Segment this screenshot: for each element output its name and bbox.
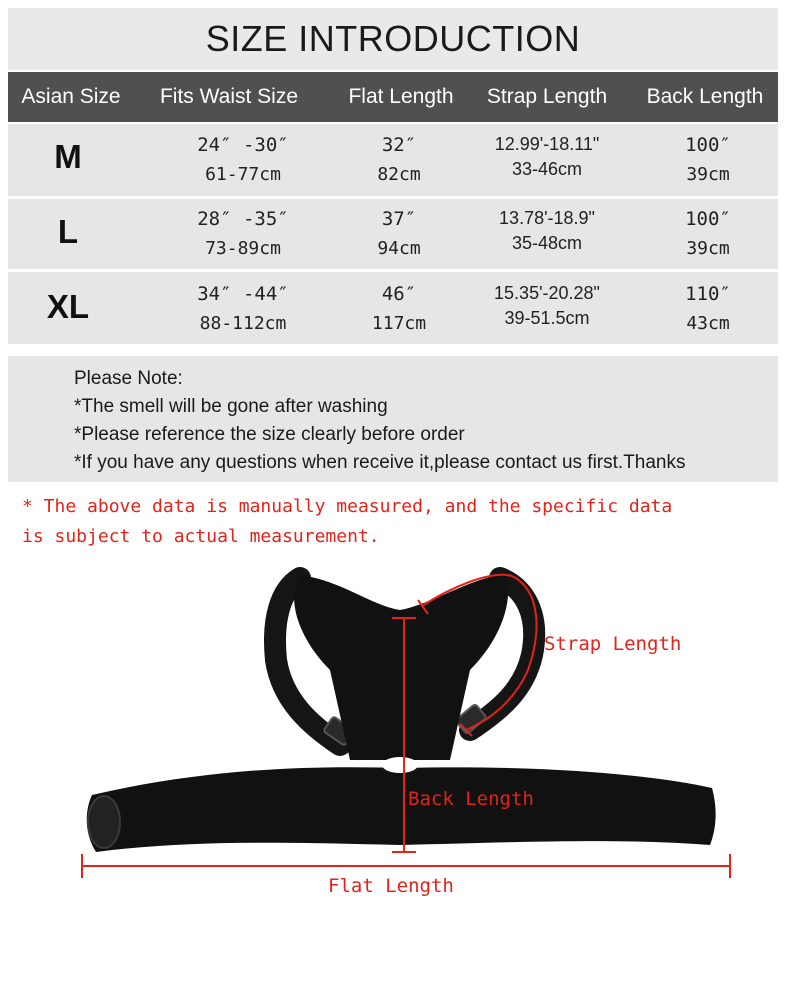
header-strap-length: Strap Length xyxy=(486,85,608,108)
flat-cm: 117cm xyxy=(371,313,427,334)
flat-inch: 32″ xyxy=(381,134,417,156)
disclaimer-line-1: * The above data is manually measured, and the specific data xyxy=(22,496,673,517)
back-cm: 43cm xyxy=(686,313,730,334)
page-title: SIZE INTRODUCTION xyxy=(205,18,581,59)
header-asian-size: Asian Size xyxy=(21,85,121,108)
note-line: *The smell will be gone after washing xyxy=(74,396,388,417)
flat-length-label: Flat Length xyxy=(328,875,454,897)
back-cm: 39cm xyxy=(686,164,730,185)
flat-inch: 46″ xyxy=(381,283,417,305)
strap-inch: 13.78'-18.9" xyxy=(499,208,595,228)
waist-cell xyxy=(158,283,328,334)
notes-box xyxy=(8,356,778,482)
waist-cm: 88-112cm xyxy=(199,313,287,334)
back-cutout xyxy=(382,757,418,773)
table-row xyxy=(8,199,778,269)
header-waist-size: Fits Waist Size xyxy=(159,85,299,108)
back-length-label: Back Length xyxy=(408,788,534,810)
flat-inch: 37″ xyxy=(381,208,417,230)
waist-cm: 73-89cm xyxy=(205,238,281,259)
strap-inch: 15.35'-20.28" xyxy=(494,283,600,303)
strap-cm: 39-51.5cm xyxy=(504,308,590,328)
back-cell xyxy=(658,134,758,185)
posture-brace-diagram xyxy=(0,560,799,1000)
table-row xyxy=(8,124,778,196)
strap-cell xyxy=(472,208,622,254)
strap-cm: 35-48cm xyxy=(511,233,583,253)
header-flat-length: Flat Length xyxy=(348,85,454,108)
back-cm: 39cm xyxy=(686,238,730,259)
waist-cell xyxy=(158,134,328,185)
flat-cell xyxy=(344,134,454,185)
strap-cell xyxy=(472,283,622,329)
back-cell xyxy=(658,283,758,334)
flat-cell xyxy=(344,283,454,334)
back-cell xyxy=(658,208,758,259)
belt-end-cap xyxy=(88,796,120,848)
size-label: M xyxy=(54,138,82,175)
back-inch: 110″ xyxy=(685,283,731,305)
strap-length-label: Strap Length xyxy=(544,633,682,655)
note-line: *If you have any questions when receive it,please contact us first.Thanks xyxy=(74,452,686,473)
title-bar xyxy=(8,8,778,70)
disclaimer xyxy=(22,492,792,552)
notes-heading: Please Note: xyxy=(74,368,183,389)
header-back-length: Back Length xyxy=(646,85,764,108)
note-line: *Please reference the size clearly before order xyxy=(74,424,465,445)
disclaimer-line-2: is subject to actual measurement. xyxy=(22,526,380,547)
back-inch: 100″ xyxy=(685,134,731,156)
table-row xyxy=(8,272,778,344)
size-label: XL xyxy=(46,288,90,325)
size-label: L xyxy=(57,213,79,250)
waist-inch: 34″ -44″ xyxy=(197,283,289,305)
back-inch: 100″ xyxy=(685,208,731,230)
waist-cm: 61-77cm xyxy=(205,164,281,185)
waist-inch: 28″ -35″ xyxy=(197,208,289,230)
flat-cm: 94cm xyxy=(377,238,421,259)
strap-inch: 12.99'-18.11" xyxy=(494,134,600,154)
strap-cm: 33-46cm xyxy=(511,159,583,179)
waist-inch: 24″ -30″ xyxy=(197,134,289,156)
waist-cell xyxy=(158,208,328,259)
table-header-row xyxy=(8,72,778,122)
strap-cell xyxy=(472,134,622,180)
flat-cm: 82cm xyxy=(377,164,421,185)
flat-cell xyxy=(344,208,454,259)
waist-belt xyxy=(87,767,716,852)
